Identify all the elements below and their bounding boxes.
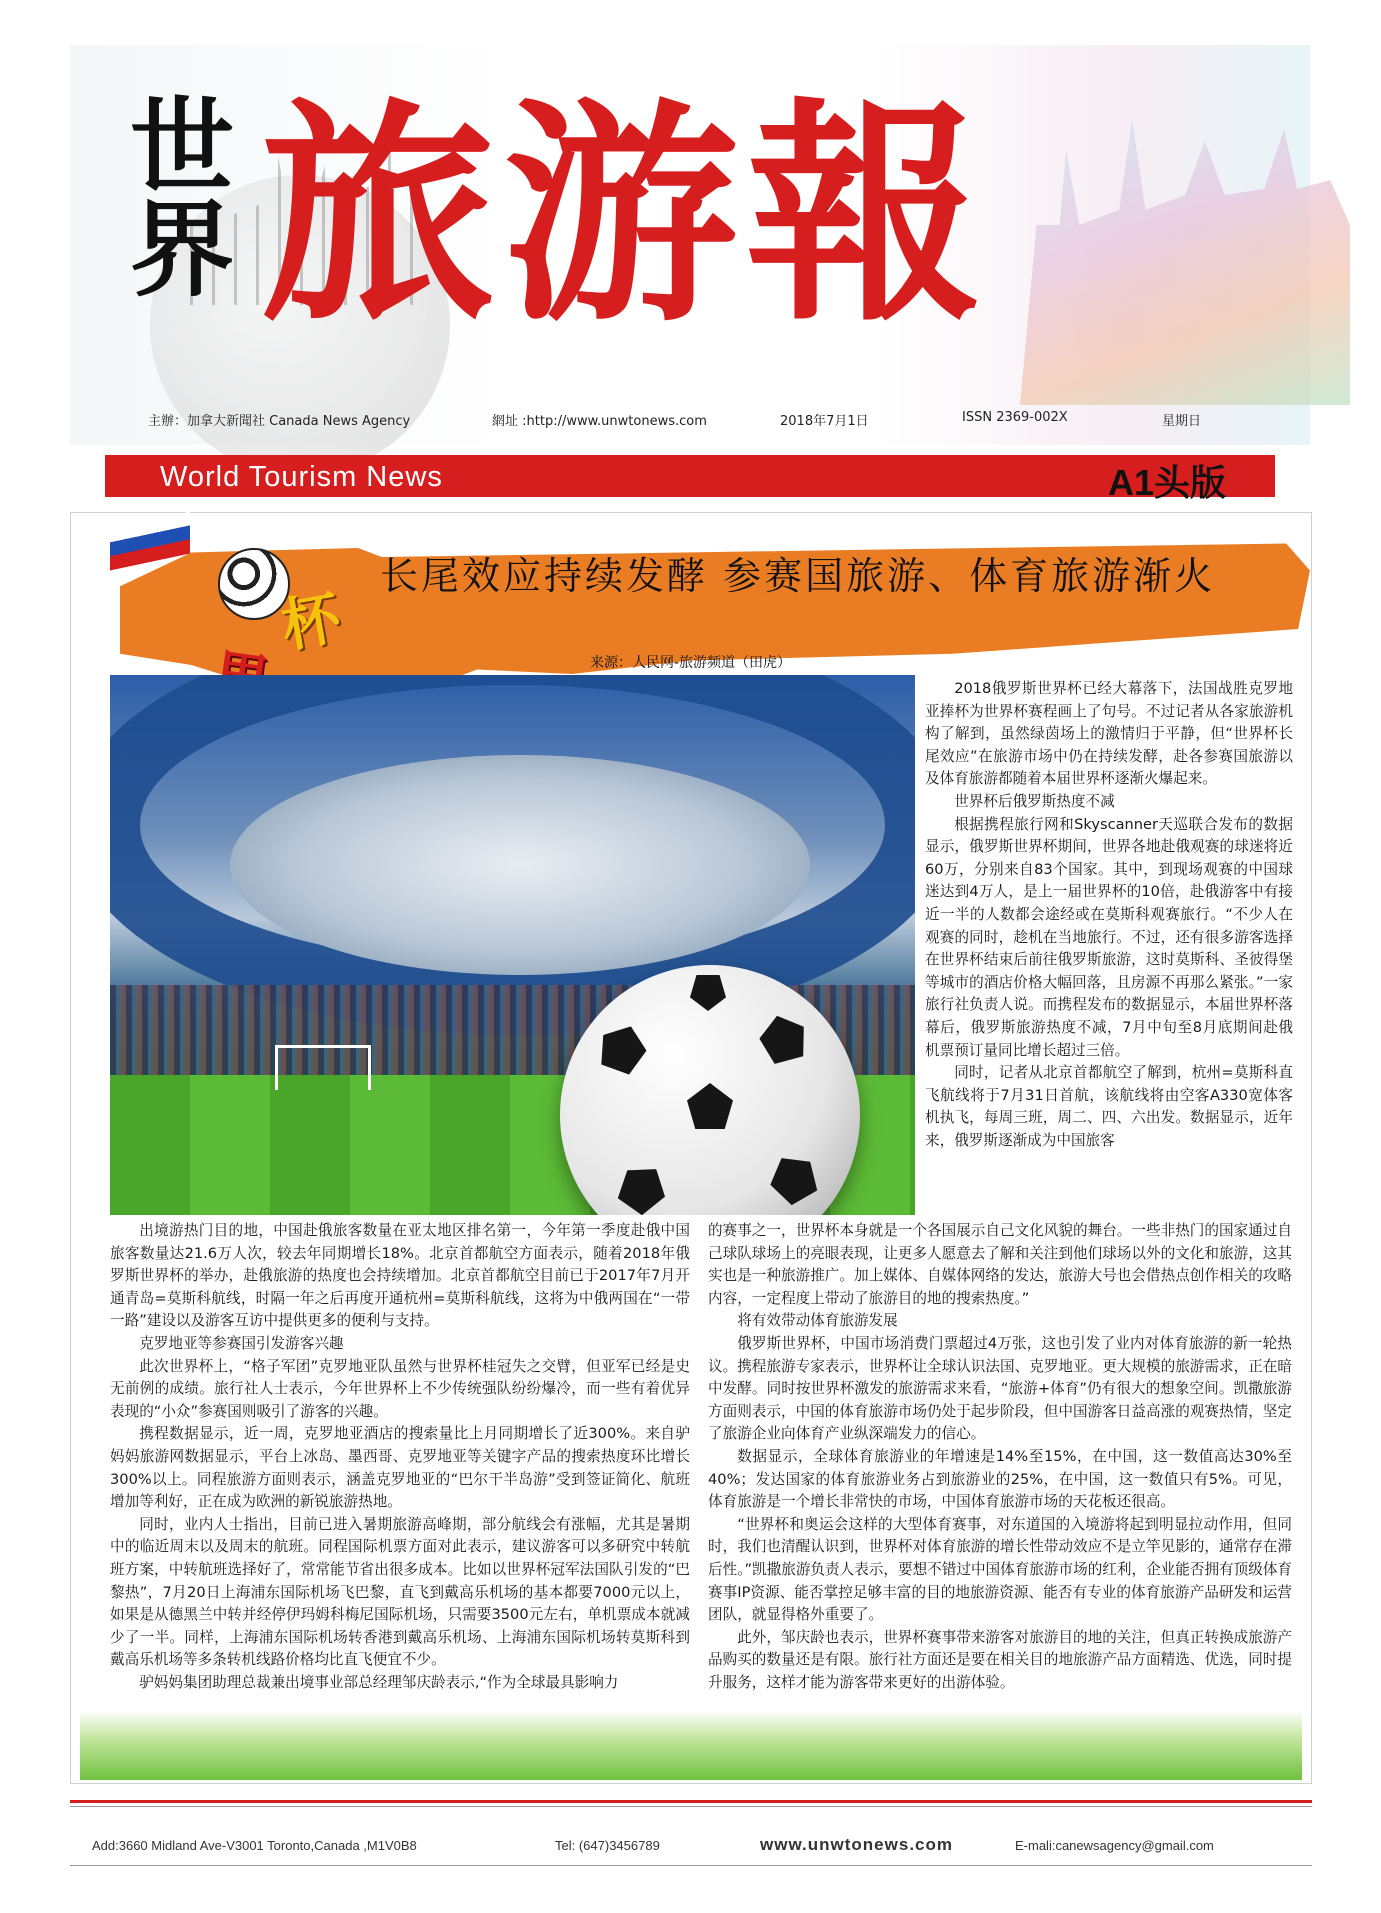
footer-phone: Tel: (647)3456789 (555, 1838, 660, 1853)
issue-date: 2018年7月1日 (780, 414, 869, 429)
paragraph: 此外，邹庆龄也表示，世界杯赛事带来游客对旅游目的地的关注，但真正转换成旅游产品购买的数量还是有限。旅行社方面还是要在相关目的地旅游产品方面精选、优选，同时提升服务，这样才能为游客带来更好的出游体验。 (708, 1628, 1292, 1691)
publisher-info: 主辦：加拿大新聞社 Canada News Agency (148, 414, 411, 429)
subheading: 克罗地亚等参赛国引发游客兴趣 (139, 1334, 344, 1352)
footer-address: Add:3660 Midland Ave-V3001 Toronto,Canada ,M1V0B8 (92, 1838, 417, 1853)
paragraph: “世界杯和奥运会这样的大型体育赛事，对东道国的入境游将起到明显拉动作用，但同时，我们也清醒认识到，世界杯对体育旅游的增长性带动效应不是立竿见影的，通常存在滞后性。”凯撒旅游负责人表示，要想不错过中国体育旅游市场的红利，企业能否拥有顶级体育赛事IP资源、能否掌控足够丰富的目的地旅游资源、能否有专业的体育旅游产品研发和运营团队，就显得格外重要了。 (708, 1515, 1293, 1624)
weekday: 星期日 (1162, 414, 1202, 429)
paragraph: 的赛事之一，世界杯本身就是一个各国展示自己文化风貌的舞台。一些非热门的国家通过自己球队球场上的亮眼表现，让更多人愿意去了解和关注到他们球场以外的文化和旅游，这其实也是一种旅游推广。加上媒体、自媒体网络的发达，旅游大号也会借热点创作相关的攻略内容，一定程度上带动了旅游目的地的搜索热度。” (708, 1222, 1292, 1307)
paragraph: 携程数据显示，近一周，克罗地亚酒店的搜索量比上月同期增长了近300%。来自驴妈妈旅游网数据显示，平台上冰岛、墨西哥、克罗地亚等关键字产品的搜索热度环比增长300%以上。同程旅游方面则表示，涵盖克罗地亚的“巴尔干半岛游”受到签证简化、航班增加等利好，正在成为欧洲的新锐旅游热地。 (110, 1425, 690, 1511)
issn-number: ISSN 2369-002X (962, 410, 1068, 425)
paragraph: 同时，记者从北京首都航空了解到，杭州=莫斯科直飞航线将于7月31日首航，该航线将由空客A330宽体客机执飞，每周三班，周二、四、六出发。数据显示，近年来，俄罗斯逐渐成为中国旅客 (925, 1064, 1293, 1149)
masthead-title-char-1: 世 (130, 85, 235, 208)
paragraph: 驴妈妈集团助理总裁兼出境事业部总经理邹庆龄表示,“作为全球最具影响力 (139, 1673, 619, 1691)
subheading: 世界杯后俄罗斯热度不减 (954, 792, 1115, 810)
headline: 长尾效应持续发酵 参赛国旅游、体育旅游渐火 (380, 554, 1216, 598)
masthead-title-char-2: 界 (130, 188, 235, 311)
paragraph: 俄罗斯世界杯，中国市场消费门票超过4万张，这也引发了业内对体育旅游的新一轮热议。携程旅游专家表示，世界杯让全球认识法国、克罗地亚。更大规模的旅游需求，正在暗中发酵。同时按世界杯激发的旅游需求来看，“旅游+体育”仍有很大的想象空间。凯撒旅游方面则表示，中国的体育旅游市场仍处于起步阶段，但中国游客日益高涨的观赛热情，坚定了旅游企业向体育产业纵深端发力的信心。 (708, 1334, 1292, 1443)
sky-opening (230, 755, 810, 975)
paragraph: 出境游热门目的地，中国赴俄旅客数量在亚太地区排名第一，今年第一季度赴俄中国旅客数量达21.6万人次，较去年同期增长18%。北京首都航空方面表示，随着2018年俄罗斯世界杯的举办，赴俄旅游的热度也会持续增加。北京首都航空目前已于2017年7月开通青岛=莫斯科航线，时隔一年之后再度开通杭州=莫斯科航线，这将为中俄两国在“一带一路”建设以及游客互访中提供更多的便利与支持。 (110, 1222, 690, 1330)
footer-email[interactable]: E-mali:canewsagency@gmail.com (1015, 1838, 1214, 1853)
logo-char-cup: 杯 (276, 583, 346, 661)
article-source: 来源：人民网-旅游频道（田虎） (590, 655, 792, 671)
paragraph: 同时，业内人士指出，目前已进入暑期旅游高峰期，部分航线会有涨幅，尤其是暑期中的临近周末以及周末的航班。同程国际机票方面对此表示，建议游客可以多研究中转航班方案，中转航班选择好了，常常能节省出很多成本。比如以世界杯冠军法国队引发的“巴黎热”，7月20日上海浦东国际机场飞巴黎，直飞到戴高乐机场的基本都要7000元以上，如果是从德黑兰中转并经停伊玛姆科梅尼国际机场，只需要3500元左右，单机票成本就减少了一半。同样，上海浦东国际机场转香港到戴高乐机场、上海浦东国际机场转莫斯科到戴高乐机场等多条转机线路价格均比直飞便宜不少。 (110, 1515, 690, 1669)
subheading: 将有效带动体育旅游发展 (737, 1312, 898, 1330)
paragraph: 根据携程旅行网和Skyscanner天巡联合发布的数据显示，俄罗斯世界杯期间，世界各地赴俄观赛的球迷将近60万，分别来自83个国家。其中，到现场观赛的中国球迷达到4万人，是上一届世界杯的10倍，赴俄游客中有接近一半的人数都会途经或在莫斯科观赛旅行。“不少人在观赛的同时，趁机在当地旅行。不过，还有很多游客选择在世界杯结束后前往俄罗斯旅游，这时莫斯科、圣彼得堡等城市的酒店价格大幅回落，且房源不再那么紧张。”一家旅行社负责人说。而携程发布的数据显示，本届世界杯落幕后，俄罗斯旅游热度不减，7月中旬至8月底期间赴俄机票预订量同比增长超过三倍。 (925, 815, 1293, 1059)
paragraph: 此次世界杯上，“格子军团”克罗地亚队虽然与世界杯桂冠失之交臂，但亚军已经是史无前例的成绩。旅行社人士表示，今年世界杯上不少传统强队纷纷爆冷，而一些有着优异表现的“小众”参赛国则吸引了游客的兴趣。 (110, 1357, 690, 1420)
website-info: 網址 :http://www.unwtonews.com (492, 414, 707, 429)
paragraph: 2018俄罗斯世界杯已经大幕落下，法国战胜克罗地亚捧杯为世界杯赛程画上了句号。不过记者从各家旅游机构了解到，虽然绿茵场上的激情归于平静，但“世界杯长尾效应”在旅游市场中仍在持续发酵，赴各参赛国旅游以及体育旅游都随着本届世界杯逐渐火爆起来。 (925, 680, 1293, 788)
footer-rule-bottom (70, 1865, 1312, 1866)
footer-rule-red (70, 1800, 1312, 1803)
article-column-bottom-right (708, 1220, 1292, 1694)
footer-rule (70, 1806, 1312, 1807)
masthead-title: 旅游報 (260, 77, 989, 353)
english-title: World Tourism News (160, 461, 443, 493)
footer-website[interactable]: www.unwtonews.com (760, 1835, 953, 1854)
landmarks-illustration-right (1020, 105, 1350, 405)
grass-decoration (80, 1710, 1302, 1780)
article-column-bottom-left (110, 1220, 690, 1694)
paragraph: 数据显示，全球体育旅游业的年增速是14%至15%，在中国，这一数值高达30%至40%；发达国家的体育旅游业务占到旅游业的25%，在中国，这一数值只有5%。可见，体育旅游是一个增长非常快的市场，中国体育旅游市场的天花板还很高。 (708, 1447, 1292, 1511)
stadium-photo (110, 675, 915, 1215)
section-label: A1头版 (1108, 462, 1227, 503)
goal-post (275, 1045, 371, 1090)
article-column-right (925, 678, 1293, 1152)
